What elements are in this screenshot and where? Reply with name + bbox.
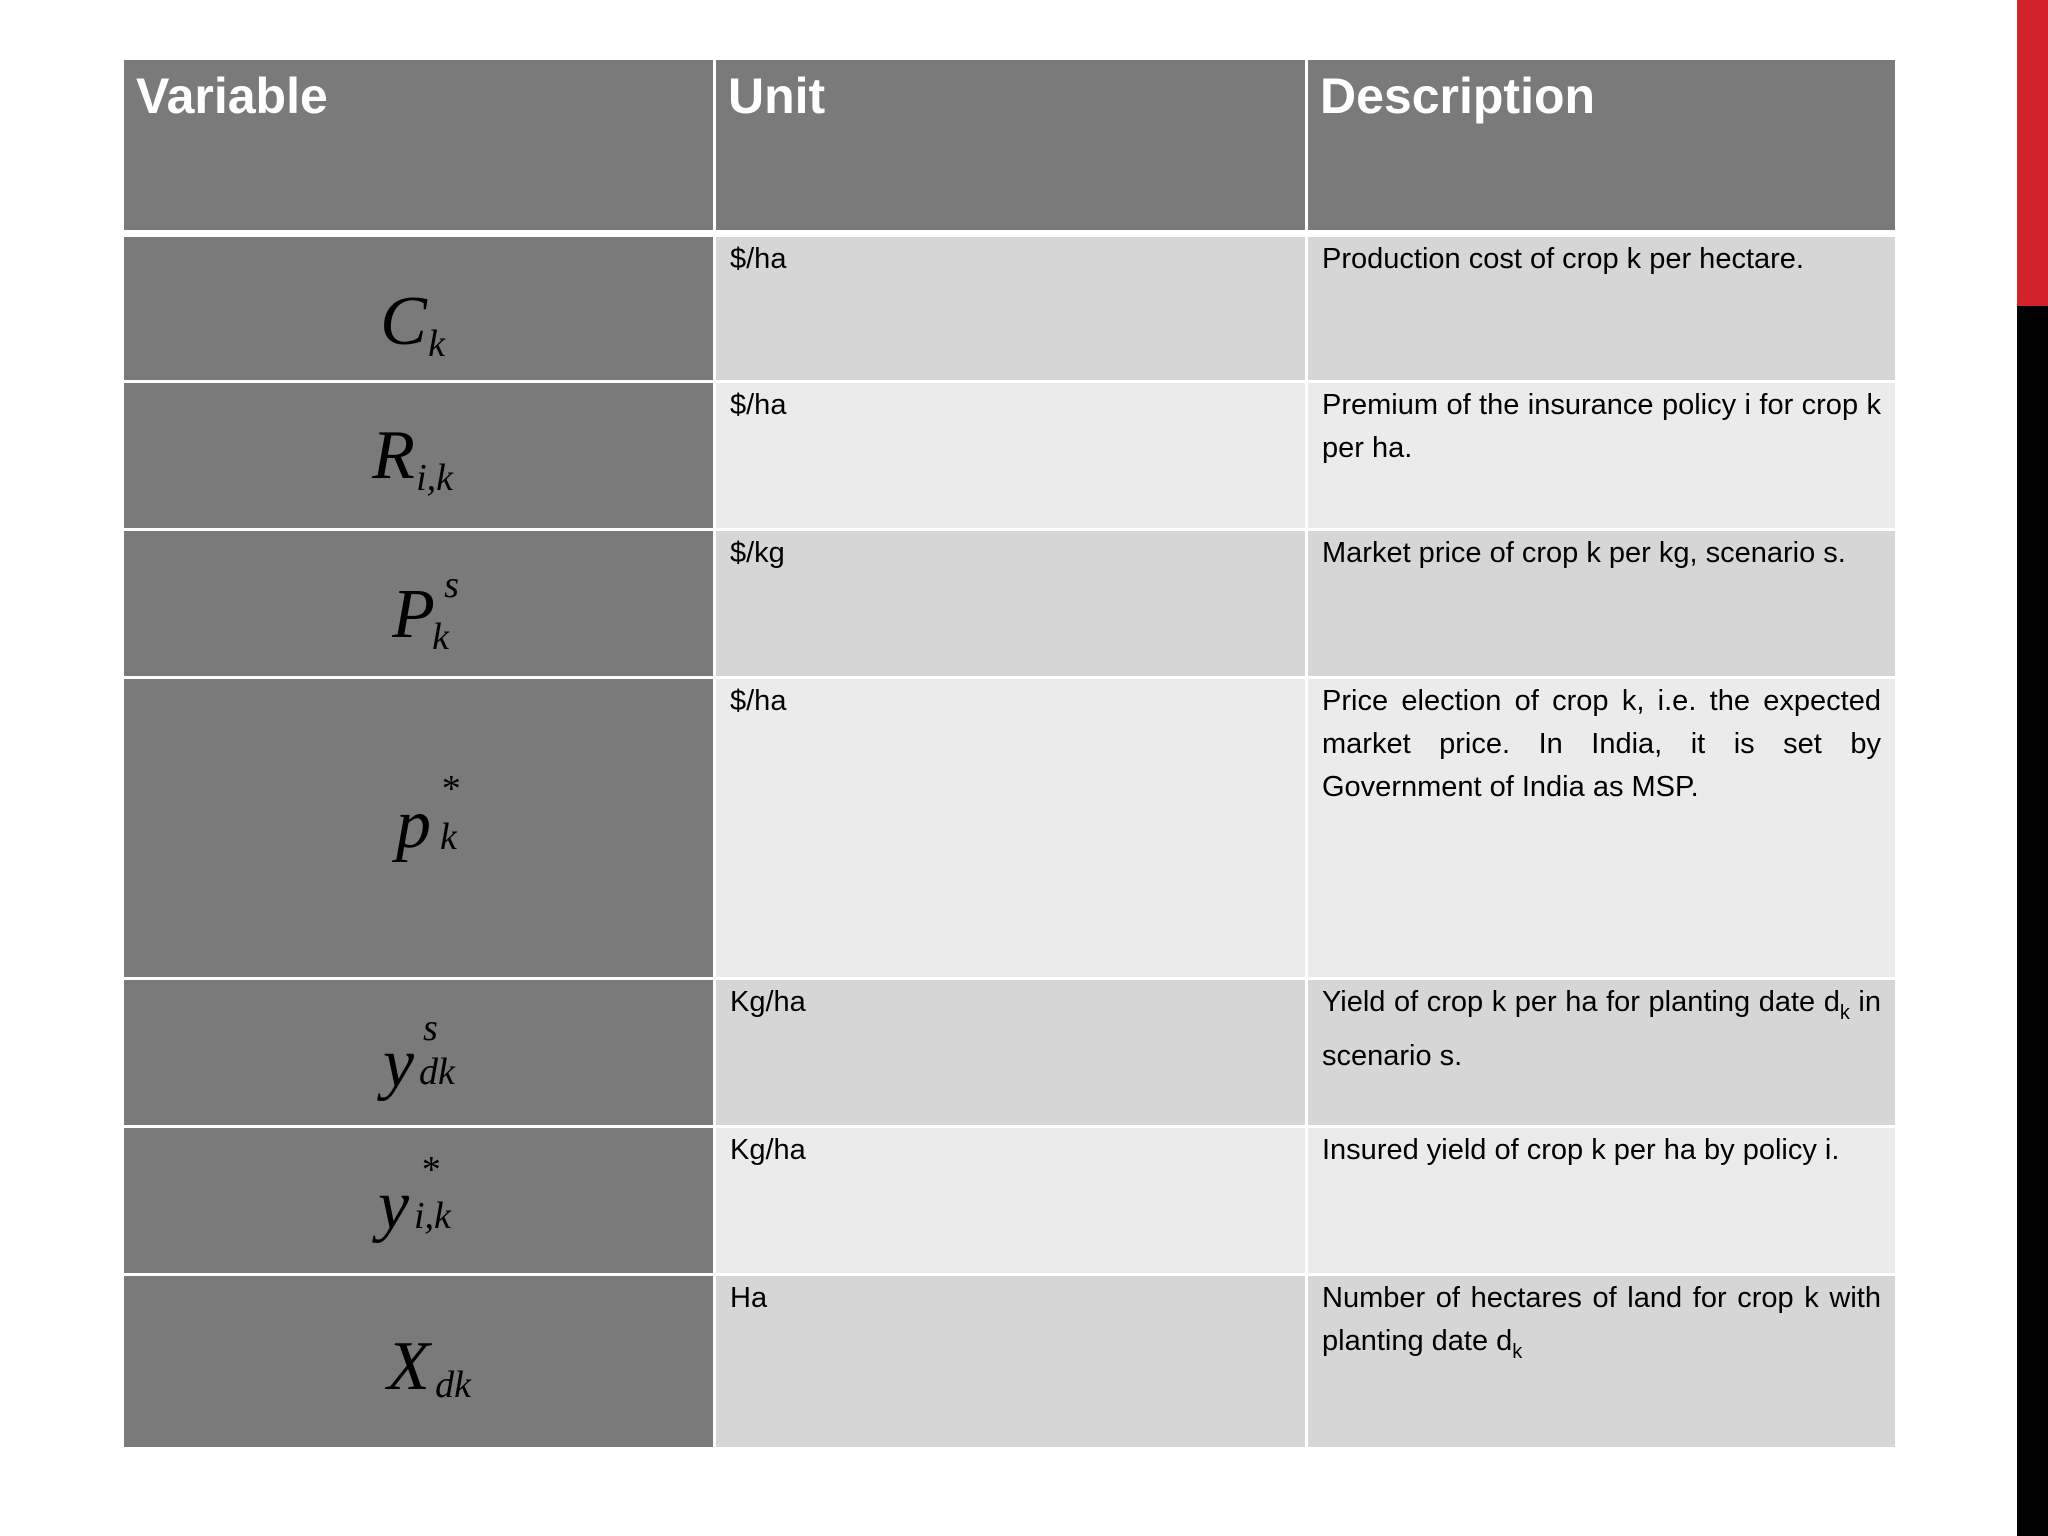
variable-symbol: X dk: [387, 1327, 471, 1406]
table-row: [123, 678, 1897, 979]
header-variable: Variable: [123, 59, 715, 234]
unit-cell: Ha: [715, 1275, 1307, 1449]
variable-cell: [123, 234, 715, 382]
description-cell: [1307, 979, 1897, 1127]
description-cell: Premium of the insurance policy i for crop k per ha.: [1307, 382, 1897, 530]
table-row: [123, 382, 1897, 530]
table-row: [123, 530, 1897, 678]
variable-symbol: p * k: [396, 768, 459, 863]
unit-cell: Kg/ha: [715, 979, 1307, 1127]
unit-cell: $/ha: [715, 382, 1307, 530]
variable-symbol: y s dk: [382, 1006, 455, 1102]
description-cell: [1307, 1275, 1897, 1449]
unit-cell: $/kg: [715, 530, 1307, 678]
side-accent-red: [2017, 0, 2048, 306]
table-header-row: [123, 59, 1897, 234]
variable-symbol: P s k: [392, 563, 459, 658]
unit-cell: $/ha: [715, 234, 1307, 382]
description-cell: Production cost of crop k per hectare.: [1307, 234, 1897, 382]
variable-cell: [123, 1275, 715, 1449]
header-unit: Unit: [715, 59, 1307, 234]
variable-cell: [123, 678, 715, 979]
variable-cell: [123, 979, 715, 1127]
table-row: [123, 234, 1897, 382]
header-description: Description: [1307, 59, 1897, 234]
variables-table: [121, 57, 1898, 1450]
table-row: [123, 979, 1897, 1127]
description-cell: Insured yield of crop k per ha by policy i.: [1307, 1127, 1897, 1275]
unit-cell: $/ha: [715, 678, 1307, 979]
description-cell: Price election of crop k, i.e. the expected market price. In India, it is set by Government of India as MSP.: [1307, 678, 1897, 979]
description-subscript: k: [1839, 1002, 1850, 1024]
variable-symbol: R i,k: [372, 416, 454, 499]
side-accent-bar: [2017, 0, 2048, 1536]
variable-cell: [123, 382, 715, 530]
description-text: Number of hectares of land for crop k with planting date d: [1322, 1282, 1881, 1357]
table-row: [123, 1127, 1897, 1275]
description-subscript: k: [1512, 1341, 1523, 1363]
variable-symbol: C k: [380, 282, 446, 365]
table-row: [123, 1275, 1897, 1449]
description-text: Yield of crop k per ha for planting date d: [1322, 986, 1840, 1018]
unit-cell: Kg/ha: [715, 1127, 1307, 1275]
variable-cell: [123, 530, 715, 678]
variable-symbol: y * i,k: [377, 1148, 451, 1244]
description-cell: Market price of crop k per kg, scenario s.: [1307, 530, 1897, 678]
variable-cell: [123, 1127, 715, 1275]
description-text: in scenario s.: [1322, 986, 1881, 1072]
